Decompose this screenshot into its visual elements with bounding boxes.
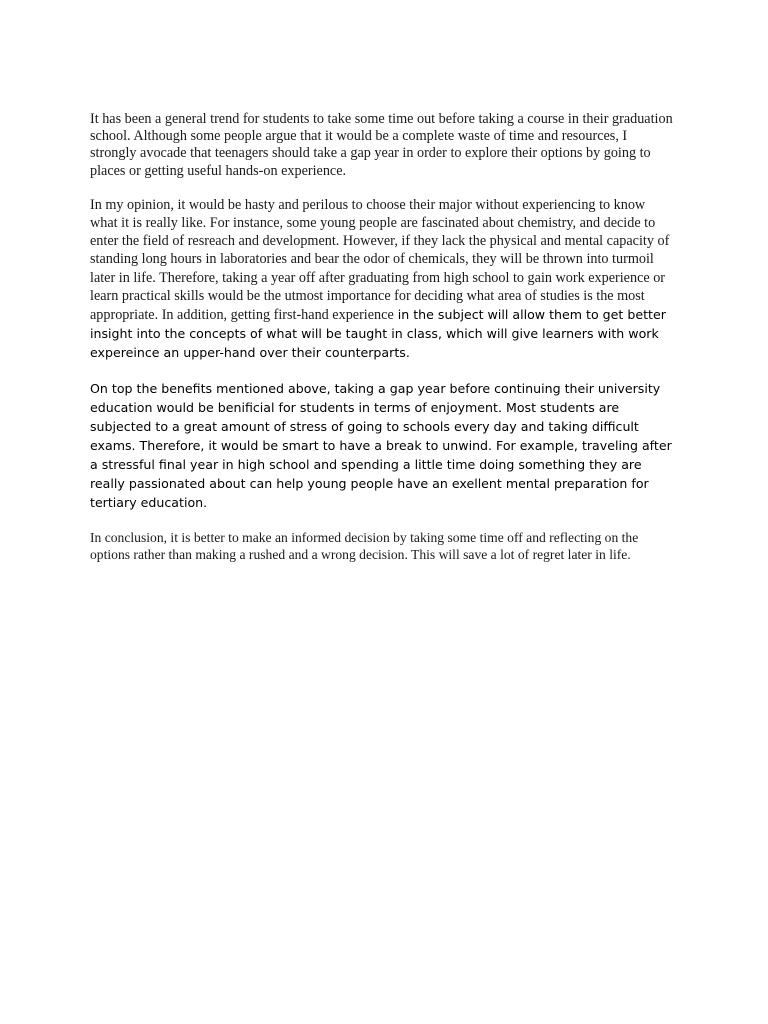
paragraph-introduction: It has been a general trend for students to take some time out before taking a course in their graduation school. Although some people argue that it would be a complete waste of time and resources, I strongly avocade that teenagers should take a gap year in order to explore their options by going to places or getting useful hands-on experience.	[90, 111, 673, 179]
paragraph-conclusion: In conclusion, it is better to make an informed decision by taking some time off and reflecting on the options rather than making a rushed and a wrong decision. This will save a lot of regret later in life.	[90, 530, 639, 563]
paragraph-opinion-sans-part: in the subject will allow them to get better insight into the concepts of what will be taught in class, which will give learners with work expereince an upper-hand over their counterparts.	[90, 307, 666, 361]
document-body	[90, 111, 676, 564]
paragraph-opinion-serif-part: In my opinion, it would be hasty and perilous to choose their major without experiencing to know what it is really like. For instance, some young people are fascinated about chemistry, and decide to enter the field of resreach and development. However, if they lack the physical and mental capacity of standing long hours in laboratories and bear the odor of chemicals, they will be thrown into turmoil later in life. Therefore, taking a year off after graduating from high school to gain work experience or learn practical skills would be the utmost importance for deciding what area of studies is the most appropriate. In addition, getting first-hand experience	[90, 196, 670, 324]
paragraph-opinion	[90, 196, 676, 362]
paragraph-benefits: On top the benefits mentioned above, taking a gap year before continuing their university education would be benificial for students in terms of enjoyment. Most students are subjected to a great amount of stress of going to schools every day and taking difficult exams. Therefore, it would be smart to have a break to unwind. For example, traveling after a stressful final year in high school and spending a little time doing something they are really passionated about can help young people have an exellent mental preparation for tertiary education.	[90, 381, 672, 511]
